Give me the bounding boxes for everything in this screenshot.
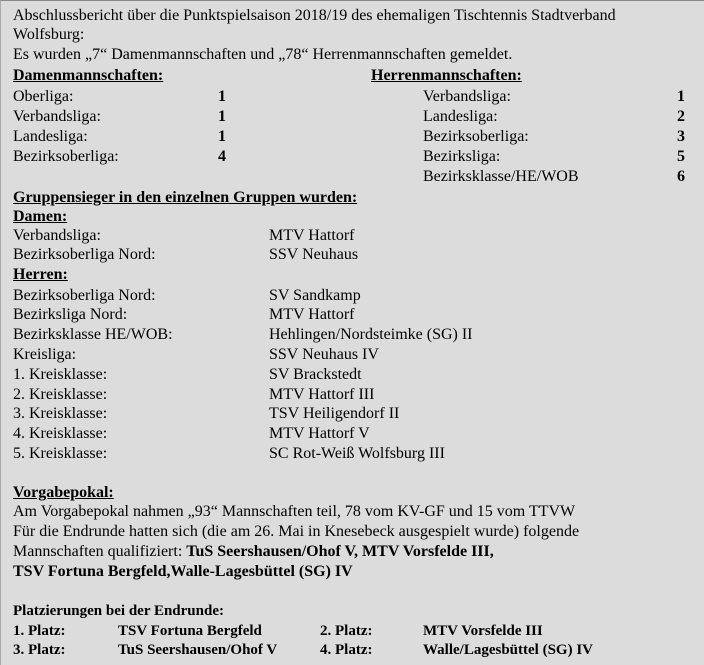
herren-meldungen-heading: Herrenmannschaften: — [371, 67, 522, 84]
gruppensieger-herren-heading: Herren: — [13, 266, 68, 283]
place-label: 4. Platz: — [320, 642, 373, 658]
damen-league: Verbandsliga: — [13, 108, 101, 125]
place-label: 2. Platz: — [320, 623, 373, 639]
winner-team: Hehlingen/Nordsteimke (SG) II — [269, 326, 473, 343]
winner-team: MTV Hattorf V — [269, 425, 370, 442]
endrunde-heading: Platzierungen bei der Endrunde: — [13, 603, 224, 619]
herren-league: Bezirksklasse/HE/WOB — [423, 168, 579, 185]
winner-team: TSV Heiligendorf II — [269, 405, 400, 422]
place-team: TuS Seershausen/Ohof V — [118, 642, 278, 658]
winner-team: SV Sandkamp — [269, 287, 361, 304]
place-label: 3. Platz: — [13, 642, 66, 658]
intro-line-3: Es wurden „7“ Damenmannschaften und „78“ Herrenmannschaften gemeldet. — [13, 46, 513, 63]
winner-league: 4. Kreisklasse: — [13, 425, 108, 442]
herren-count: 5 — [677, 148, 685, 165]
intro-line-1: Abschlussbericht über die Punktspielsaison 2018/19 des ehemaligen Tischtennis Stadtverband — [13, 7, 616, 24]
herren-count: 2 — [677, 108, 685, 125]
damen-count: 1 — [218, 128, 226, 145]
winner-team: SSV Neuhaus — [269, 246, 359, 263]
winner-league: Bezirksklasse HE/WOB: — [13, 326, 173, 343]
vorgabepokal-line-2: Für die Endrunde hatten sich (die am 26. Mai in Knesebeck ausgespielt wurde) folgende — [13, 523, 580, 540]
winner-league: 1. Kreisklasse: — [13, 366, 108, 383]
qualified-teams-1: TuS Seershausen/Ohof V, MTV Vorsfelde III, — [186, 543, 494, 560]
winner-team: SC Rot-Weiß Wolfsburg III — [269, 445, 445, 462]
qualified-teams-2: TSV Fortuna Bergfeld,Walle-Lagesbüttel (SG) IV — [13, 563, 353, 580]
winner-team: MTV Hattorf — [269, 227, 355, 244]
place-team: Walle/Lagesbüttel (SG) IV — [423, 642, 594, 658]
damen-count: 4 — [218, 148, 226, 165]
herren-count: 6 — [677, 168, 685, 185]
herren-league: Bezirksoberliga: — [423, 128, 529, 145]
winner-team: MTV Hattorf III — [269, 386, 375, 403]
herren-league: Verbandsliga: — [423, 88, 511, 105]
damen-count: 1 — [218, 108, 226, 125]
winner-team: SSV Neuhaus IV — [269, 346, 379, 363]
herren-count: 3 — [677, 128, 685, 145]
winner-league: Bezirksliga Nord: — [13, 306, 128, 323]
herren-league: Bezirksliga: — [423, 148, 501, 165]
winner-league: Bezirksoberliga Nord: — [13, 287, 156, 304]
winner-team: MTV Hattorf — [269, 306, 355, 323]
winner-team: SV Brackstedt — [269, 366, 362, 383]
winner-league: Bezirksoberliga Nord: — [13, 246, 156, 263]
place-label: 1. Platz: — [13, 623, 66, 639]
damen-league: Landesliga: — [13, 128, 88, 145]
winner-league: 5. Kreisklasse: — [13, 445, 108, 462]
herren-count: 1 — [677, 88, 685, 105]
gruppensieger-damen-heading: Damen: — [13, 208, 68, 225]
qualified-prefix: Mannschaften qualifiziert: — [13, 543, 187, 560]
winner-league: Verbandsliga: — [13, 227, 101, 244]
gruppensieger-heading: Gruppensieger in den einzelnen Gruppen wurden: — [13, 189, 358, 206]
vorgabepokal-line-1: Am Vorgabepokal nahmen „93“ Mannschaften teil, 78 vom KV-GF und 15 vom TTVW — [13, 503, 576, 520]
damen-meldungen-heading: Damenmannschaften: — [13, 67, 164, 84]
damen-league: Bezirksoberliga: — [13, 148, 119, 165]
vorgabepokal-line-3 — [13, 542, 494, 562]
winner-league: 2. Kreisklasse: — [13, 386, 108, 403]
winner-league: 3. Kreisklasse: — [13, 405, 108, 422]
damen-count: 1 — [218, 88, 226, 105]
intro-line-2: Wolfsburg: — [13, 26, 85, 43]
place-team: MTV Vorsfelde III — [423, 623, 543, 639]
winner-league: Kreisliga: — [13, 346, 77, 363]
vorgabepokal-heading: Vorgabepokal: — [13, 484, 114, 501]
herren-league: Landesliga: — [423, 108, 498, 125]
place-team: TSV Fortuna Bergfeld — [118, 623, 262, 639]
damen-league: Oberliga: — [13, 88, 74, 105]
